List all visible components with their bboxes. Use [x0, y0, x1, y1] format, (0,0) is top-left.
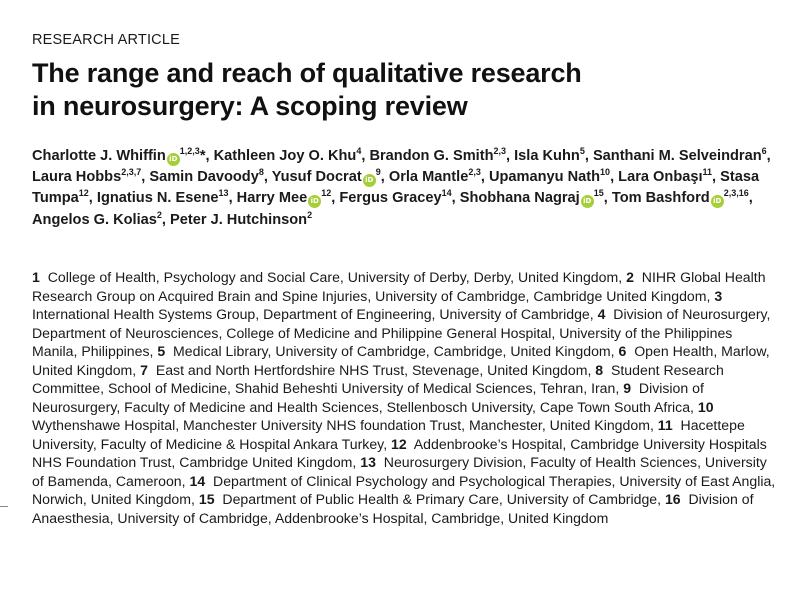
author-name: Charlotte J. Whiffin	[32, 148, 166, 164]
affiliation-number: 16	[664, 491, 681, 507]
author: Stasa Tumpa$^{12}$,	[32, 169, 760, 207]
author-name: Tom Bashford	[611, 190, 710, 207]
affiliation-number: 15	[198, 491, 215, 507]
author: Yusuf Docrat $iD^9$,	[271, 167, 389, 186]
affiliation-number: 11	[657, 417, 673, 433]
author-affiliation-ref: 2	[156, 209, 162, 220]
margin-tick	[0, 506, 8, 507]
author: Orla Mantle$^{2,3}$,	[388, 167, 489, 186]
author-name: Angelos G. Kolias	[32, 211, 157, 228]
affiliation-number: 6	[618, 343, 627, 359]
author-affiliation-ref: 15	[593, 188, 604, 199]
affiliation-text: College of Health, Psychology and Social Care, University of Derby, Derby, United Kingdom	[47, 269, 619, 285]
affiliation-number: 13	[360, 454, 376, 470]
affiliation: 12 Addenbrooke’s Hospital, Cambridge University Hospitals NHS Foundation Trust, Cambridge United Kingdom,	[32, 435, 767, 470]
author-name: Orla Mantle	[388, 169, 469, 186]
affiliation-number: 12	[391, 435, 407, 452]
author-affiliation-ref: 2,3	[493, 146, 507, 156]
author-affiliation-ref: 5	[579, 146, 585, 156]
author-list	[32, 146, 772, 231]
author-name: Ignatius N. Esene	[96, 190, 219, 207]
affiliation-number: 3	[714, 287, 723, 304]
affiliation-text: NIHR Global Health Research Group on Acquired Brain and Spine Injuries, University of Cambridge, Cambridge United Kingdom	[32, 269, 766, 304]
affiliation-number: 2	[626, 269, 634, 285]
orcid-icon[interactable]: iD	[711, 195, 724, 208]
affiliation-number: 14	[189, 472, 206, 489]
affiliation-number: 5	[157, 343, 166, 359]
author-affiliation-ref: 1,2,3	[179, 146, 200, 156]
affiliation: 15 Department of Public Health & Primary Care, University of Cambridge,	[198, 491, 665, 507]
author-name: Samin Davoody	[149, 169, 259, 186]
author-affiliation-ref: 10	[600, 167, 611, 178]
affiliation-text: Wythenshawe Hospital, Manchester University NHS foundation Trust, Manchester, United Kingdom	[32, 417, 650, 433]
affiliation-text: East and North Hertfordshire NHS Trust, Stevenage, United Kingdom	[155, 361, 588, 378]
affiliation: 2 NIHR Global Health Research Group on Acquired Brain and Spine Injuries, University of Cambridge, Cambridge United Kingdom,	[32, 269, 766, 304]
affiliation-text: Department of Clinical Psychology and Psychological Therapies, University of East Anglia, Norwich, United Kingdom	[32, 472, 776, 507]
affiliation-text: Hacettepe University, Faculty of Medicine & Hospital Ankara Turkey	[32, 417, 745, 452]
author-name: Shobhana Nagraj	[459, 190, 580, 207]
author: Fergus Gracey$^{14}$,	[339, 188, 460, 207]
author: Isla Kuhn$^5$,	[514, 146, 593, 164]
author-affiliation-ref: 2,3,7	[121, 167, 142, 178]
affiliation-number: 4	[597, 306, 606, 322]
affiliation: 3 International Health Systems Group, Department of Engineering, University of Cambridge,	[32, 287, 723, 322]
author-affiliation-ref: 14	[441, 188, 452, 199]
author-affiliation-ref: 6	[761, 146, 767, 156]
corresponding-author-mark: *	[199, 148, 206, 164]
affiliation-number: 8	[595, 361, 604, 378]
author-affiliation-ref: 9	[375, 167, 381, 178]
author: Harry Mee $iD^{12}$,	[236, 188, 340, 207]
author: Upamanyu Nath$^{10}$,	[488, 167, 619, 186]
title-line-2: in neurosurgery: A scoping review	[32, 91, 468, 121]
author-name: Brandon G. Smith	[369, 148, 494, 164]
author-affiliation-ref: 8	[258, 167, 264, 178]
affiliation-number: 1	[32, 269, 40, 285]
author-name: Isla Kuhn	[514, 148, 580, 164]
affiliation: 14 Department of Clinical Psychology and Psychological Therapies, University of East Anglia, Norwich, United Kingdom,	[32, 472, 776, 507]
affiliation: 5 Medical Library, University of Cambridge, Cambridge, United Kingdom,	[157, 343, 619, 359]
author: Santhani M. Selveindran$^6$,	[592, 146, 771, 164]
author-name: Kathleen Joy O. Khu	[213, 148, 357, 164]
author-affiliation-ref: 2,3	[468, 167, 481, 178]
author: Brandon G. Smith$^{2,3}$,	[369, 146, 515, 164]
author: Laura Hobbs$^{2,3,7}$,	[32, 167, 150, 186]
author-affiliation-ref: 12	[78, 188, 89, 199]
affiliation: 11 Hacettepe University, Faculty of Medicine & Hospital Ankara Turkey,	[32, 417, 745, 452]
affiliation-text: Division of Neurosurgery, Faculty of Medicine and Health Sciences, Stellenbosch University, Cape Town South Africa	[32, 380, 704, 415]
author-name: Peter J. Hutchinson	[170, 211, 308, 228]
author: Shobhana Nagraj $iD^{15}$,	[459, 188, 612, 207]
author-affiliation-ref: 2	[307, 209, 313, 220]
author-affiliation-ref: 11	[702, 167, 713, 178]
author: Lara Onbaşı$^{11}$,	[618, 167, 721, 186]
author-name: Harry Mee	[236, 190, 308, 207]
affiliation: 6 Open Health, Marlow, United Kingdom,	[32, 343, 770, 378]
author: Angelos G. Kolias$^2$,	[32, 209, 171, 228]
orcid-icon[interactable]: iD	[363, 174, 376, 187]
affiliation-text: Addenbrooke’s Hospital, Cambridge University Hospitals NHS Foundation Trust, Cambridge United Kingdom	[32, 435, 767, 470]
author: Tom Bashford iD$^{2,3,16}$,	[611, 188, 753, 207]
affiliation: 10 Wythenshawe Hospital, Manchester University NHS foundation Trust, Manchester, United Kingdom,	[32, 398, 714, 433]
orcid-icon[interactable]: iD	[581, 195, 594, 208]
affiliation: 8 Student Research Committee, School of Medicine, Shahid Beheshti University of Medical Sciences, Tehran, Iran,	[32, 361, 724, 396]
affiliation-text: Student Research Committee, School of Medicine, Shahid Beheshti University of Medical Sciences, Tehran, Iran	[32, 361, 724, 396]
affiliation: 1 College of Health, Psychology and Social Care, University of Derby, Derby, United Kingdom,	[32, 269, 627, 285]
author-affiliation-ref: 12	[321, 188, 332, 199]
affiliation: 9 Division of Neurosurgery, Faculty of Medicine and Health Sciences, Stellenbosch University, Cape Town South Africa,	[32, 380, 704, 415]
author-affiliation-ref: 13	[218, 188, 229, 199]
affiliation-text: Department of Public Health & Primary Care, University of Cambridge	[222, 491, 658, 507]
author-name: Yusuf Docrat	[271, 169, 362, 186]
affiliation-text: Medical Library, University of Cambridge, Cambridge, United Kingdom	[173, 343, 611, 359]
author-name: Lara Onbaşı	[618, 169, 703, 186]
affiliation-text: Open Health, Marlow, United Kingdom	[32, 343, 770, 378]
orcid-icon[interactable]: iD	[308, 195, 321, 208]
author: Ignatius N. Esene$^{13}$,	[96, 188, 237, 207]
affiliation-number: 10	[697, 398, 714, 415]
affiliation-number: 7	[140, 361, 148, 378]
author-name: Fergus Gracey	[339, 190, 442, 207]
author-name: Upamanyu Nath	[488, 169, 601, 186]
affiliation-text: Division of Anaesthesia, University of Cambridge, Addenbrooke’s Hospital, Cambridge, United Kingdom	[32, 491, 754, 526]
author-name: Stasa Tumpa	[32, 169, 760, 207]
author: Samin Davoody$^8$,	[149, 167, 272, 186]
title-line-1: The range and reach of qualitative research	[32, 58, 582, 88]
author-affiliation-ref: 2,3,16	[723, 188, 749, 199]
affiliation-text: Neurosurgery Division, Faculty of Health Sciences, University of Bamenda, Cameroon	[32, 454, 767, 489]
author: Kathleen Joy O. Khu$^4$,	[213, 146, 370, 164]
affiliation-text: International Health Systems Group, Department of Engineering, University of Cambridge	[32, 306, 590, 322]
author-name: Laura Hobbs	[32, 169, 122, 186]
author-name: Santhani M. Selveindran	[592, 148, 762, 164]
affiliation-text: Division of Neurosurgery, Department of Neurosciences, College of Medicine and Philippine General Hospital, University of the Philippines Manila, Philippines	[32, 306, 771, 359]
author: Charlotte J. Whiffin iD$^{1,2,3}$*,	[32, 146, 214, 164]
affiliation-number: 9	[623, 380, 632, 396]
orcid-icon[interactable]: iD	[167, 153, 180, 166]
affiliation: 13 Neurosurgery Division, Faculty of Health Sciences, University of Bamenda, Cameroon,	[32, 454, 767, 489]
affiliation: 7 East and North Hertfordshire NHS Trust, Stevenage, United Kingdom,	[140, 361, 596, 378]
article-type-label: RESEARCH ARTICLE	[32, 32, 180, 48]
article-title	[32, 57, 792, 123]
affiliation: 4 Division of Neurosurgery, Department of Neurosciences, College of Medicine and Philippine General Hospital, University of the Philippines Manila, Philippines,	[32, 306, 771, 359]
author	[170, 209, 313, 228]
author-affiliation-ref: 4	[356, 146, 362, 156]
affiliation-list	[32, 268, 777, 527]
